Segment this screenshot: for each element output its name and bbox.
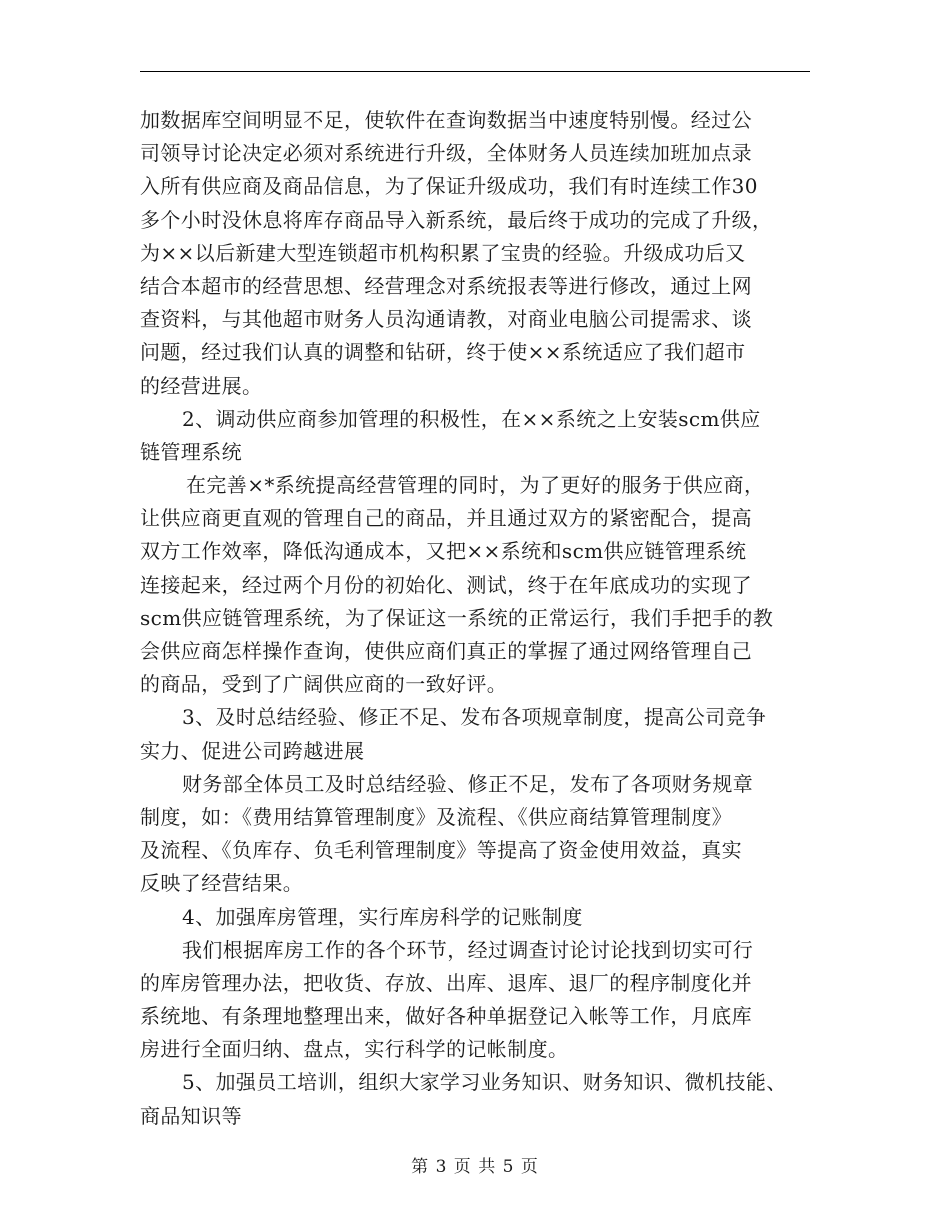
page-number: 第 3 页 共 5 页: [411, 1157, 539, 1177]
text-line: 会供应商怎样操作查询，使供应商们真正的掌握了通过网络管理自己: [140, 639, 752, 663]
section-heading-4: 4、加强库房管理，实行库房科学的记账制度: [182, 904, 583, 929]
section-heading-5-cont: 商品知识等: [140, 1103, 242, 1128]
text-line: 问题，经过我们认真的调整和钻研，终于使××系统适应了我们超市: [140, 340, 746, 365]
section-heading-3: 3、及时总结经验、修正不足、发布各项规章制度，提高公司竞争: [182, 705, 767, 730]
section-heading-5: 5、加强员工培训，组织大家学习业务知识、财务知识、微机技能、: [182, 1070, 787, 1095]
document-body: [140, 104, 810, 1133]
text-line: 双方工作效率，降低沟通成本，又把××系统和scm供应链管理系统: [140, 539, 747, 564]
text-line: 司领导讨论决定必须对系统进行升级，全体财务人员连续加班加点录: [140, 141, 752, 166]
text-line: 查资料，与其他超市财务人员沟通请教，对商业电脑公司提需求、谈: [140, 307, 752, 332]
section-heading-3-cont: 实力、促进公司跨越进展: [140, 738, 365, 763]
paragraph-start: 我们根据库房工作的各个环节，经过调查讨论讨论找到切实可行: [182, 937, 754, 962]
text-line: 系统地、有条理地整理出来，做好各种单据登记入帐等工作，月底库: [140, 1004, 752, 1029]
paragraph-start: 财务部全体员工及时总结经验、修正不足，发布了各项财务规章: [182, 771, 754, 796]
text-line: 制度，如：《费用结算管理制度》及流程、《供应商结算管理制度》: [140, 804, 732, 829]
header-rule: [140, 71, 810, 72]
section-heading-2-cont: 链管理系统: [140, 439, 242, 464]
text-line: 让供应商更直观的管理自己的商品，并且通过双方的紧密配合，提高: [140, 506, 752, 531]
text-line: 的经营进展。: [140, 373, 263, 398]
text-line: 房进行全面归纳、盘点，实行科学的记帐制度。: [140, 1037, 569, 1062]
text-line: 入所有供应商及商品信息，为了保证升级成功，我们有时连续工作30: [140, 174, 758, 199]
text-line: 的库房管理办法，把收货、存放、出库、退库、退厂的程序制度化并: [140, 970, 752, 995]
text-line: 及流程、《负库存、负毛利管理制度》等提高了资金使用效益，真实: [140, 838, 742, 863]
text-line: 的商品，受到了广阔供应商的一致好评。: [140, 672, 508, 697]
text-line: 加数据库空间明显不足，使软件在查询数据当中速度特别慢。经过公: [140, 108, 752, 132]
text-line: 连接起来，经过两个月份的初始化、测试，终于在年底成功的实现了: [140, 572, 752, 597]
text-line: 多个小时没休息将库存商品导入新系统，最后终于成功的完成了升级，: [140, 207, 773, 232]
text-line: scm供应链管理系统，为了保证这一系统的正常运行，我们手把手的教: [140, 605, 774, 630]
text-line: 为××以后新建大型连锁超市机构积累了宝贵的经验。升级成功后又: [140, 240, 746, 265]
text-line: 反映了经营结果。: [140, 871, 304, 896]
text-line: 结合本超市的经营思想、经营理念对系统报表等进行修改，通过上网: [140, 273, 752, 298]
paragraph-start: 在完善×*系统提高经营管理的同时，为了更好的服务于供应商，: [186, 473, 765, 498]
section-heading-2: 2、调动供应商参加管理的积极性，在××系统之上安装scm供应: [182, 406, 761, 431]
